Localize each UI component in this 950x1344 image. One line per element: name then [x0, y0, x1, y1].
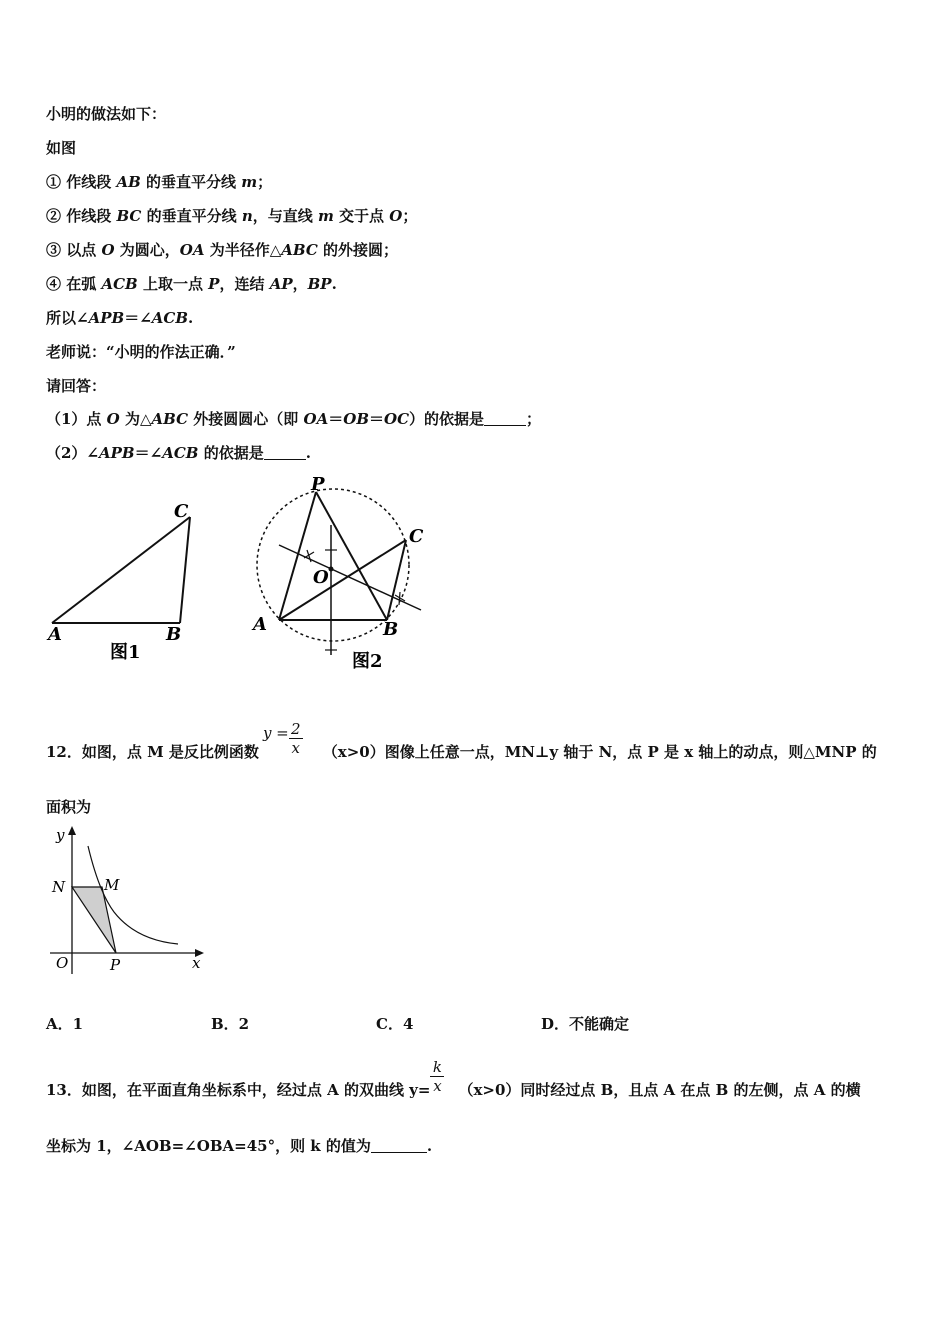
conclusion: 所以∠APB＝∠ACB. — [46, 309, 194, 327]
fig2-label-o: O — [313, 567, 329, 588]
fraction-2-over-x: $\frac{2}{x}$ — [289, 720, 303, 757]
answer-blank-2[interactable] — [264, 445, 306, 460]
point-label-p: P — [110, 956, 121, 974]
fig2-segment-bc — [387, 540, 406, 620]
question-2: （2）∠APB＝∠ACB 的依据是 . — [46, 444, 311, 462]
origin-label: O — [56, 954, 69, 972]
teacher-comment: 老师说：“小明的作法正确．” — [46, 343, 236, 361]
step-4: ④ 在弧 ACB 上取一点 P，连结 AP，BP. — [46, 275, 337, 293]
question-13-line2: 坐标为 1，∠AOB=∠OBA=45°，则 k 的值为 . — [46, 1137, 433, 1155]
please-answer: 请回答： — [46, 377, 107, 395]
question-12-line2: 面积为 — [46, 798, 92, 816]
fig2-label-b: B — [383, 619, 399, 640]
axis-label-x: x — [192, 954, 201, 972]
figure-1 — [40, 495, 210, 670]
center-o-dot — [329, 567, 334, 572]
option-d[interactable]: D．不能确定 — [541, 1015, 630, 1033]
fig1-caption: 图1 — [110, 642, 141, 663]
point-label-m: M — [104, 876, 120, 894]
segment-ac — [52, 517, 190, 623]
figure-2 — [245, 470, 445, 675]
answer-blank-13[interactable] — [371, 1138, 427, 1153]
option-a[interactable]: A．1 — [46, 1015, 84, 1033]
fig2-label-c: C — [409, 526, 424, 547]
fig2-label-p: P — [311, 474, 325, 495]
fig1-label-c: C — [174, 501, 189, 522]
triangle-mnp — [72, 887, 116, 953]
option-c[interactable]: C．4 — [376, 1015, 414, 1033]
answer-blank-1[interactable] — [484, 411, 526, 426]
axis-label-y: y — [56, 826, 65, 844]
option-b[interactable]: B．2 — [211, 1015, 250, 1033]
point-label-n: N — [52, 878, 66, 896]
question-13: 13．如图，在平面直角坐标系中，经过点 A 的双曲线 y= $\frac{k}{x}$ （x>0）同时经过点 B，且点 A 在点 B 的左侧，点 A 的横 — [46, 1058, 861, 1099]
question-1: （1）点 O 为△ABC 外接圆圆心（即 OA＝OB＝OC）的依据是 ； — [46, 410, 542, 428]
fraction-k-over-x: $\frac{k}{x}$ — [430, 1058, 444, 1095]
question-12: 12．如图，点 M 是反比例函数y = $\frac{2}{x}$ （x>0）图像上任意一点，MN⊥y 轴于 N，点 P 是 x 轴上的动点，则△MNP 的 — [46, 720, 877, 761]
fig1-label-b: B — [166, 624, 182, 645]
fig2-caption: 图2 — [352, 651, 383, 672]
intro-text: 小明的做法如下： — [46, 105, 167, 123]
segment-bc — [180, 517, 190, 623]
as-figure-text: 如图 — [46, 139, 77, 157]
step-3: ③ 以点 O 为圆心，OA 为半径作△ABC 的外接圆； — [46, 241, 399, 259]
step-2: ② 作线段 BC 的垂直平分线 n，与直线 m 交于点 O； — [46, 207, 418, 225]
fig1-label-a: A — [48, 624, 62, 645]
fig2-label-a: A — [253, 614, 267, 635]
graph-12 — [44, 822, 214, 977]
step-1: ① 作线段 AB 的垂直平分线 m； — [46, 173, 273, 191]
fig2-segment-bp — [316, 492, 387, 620]
